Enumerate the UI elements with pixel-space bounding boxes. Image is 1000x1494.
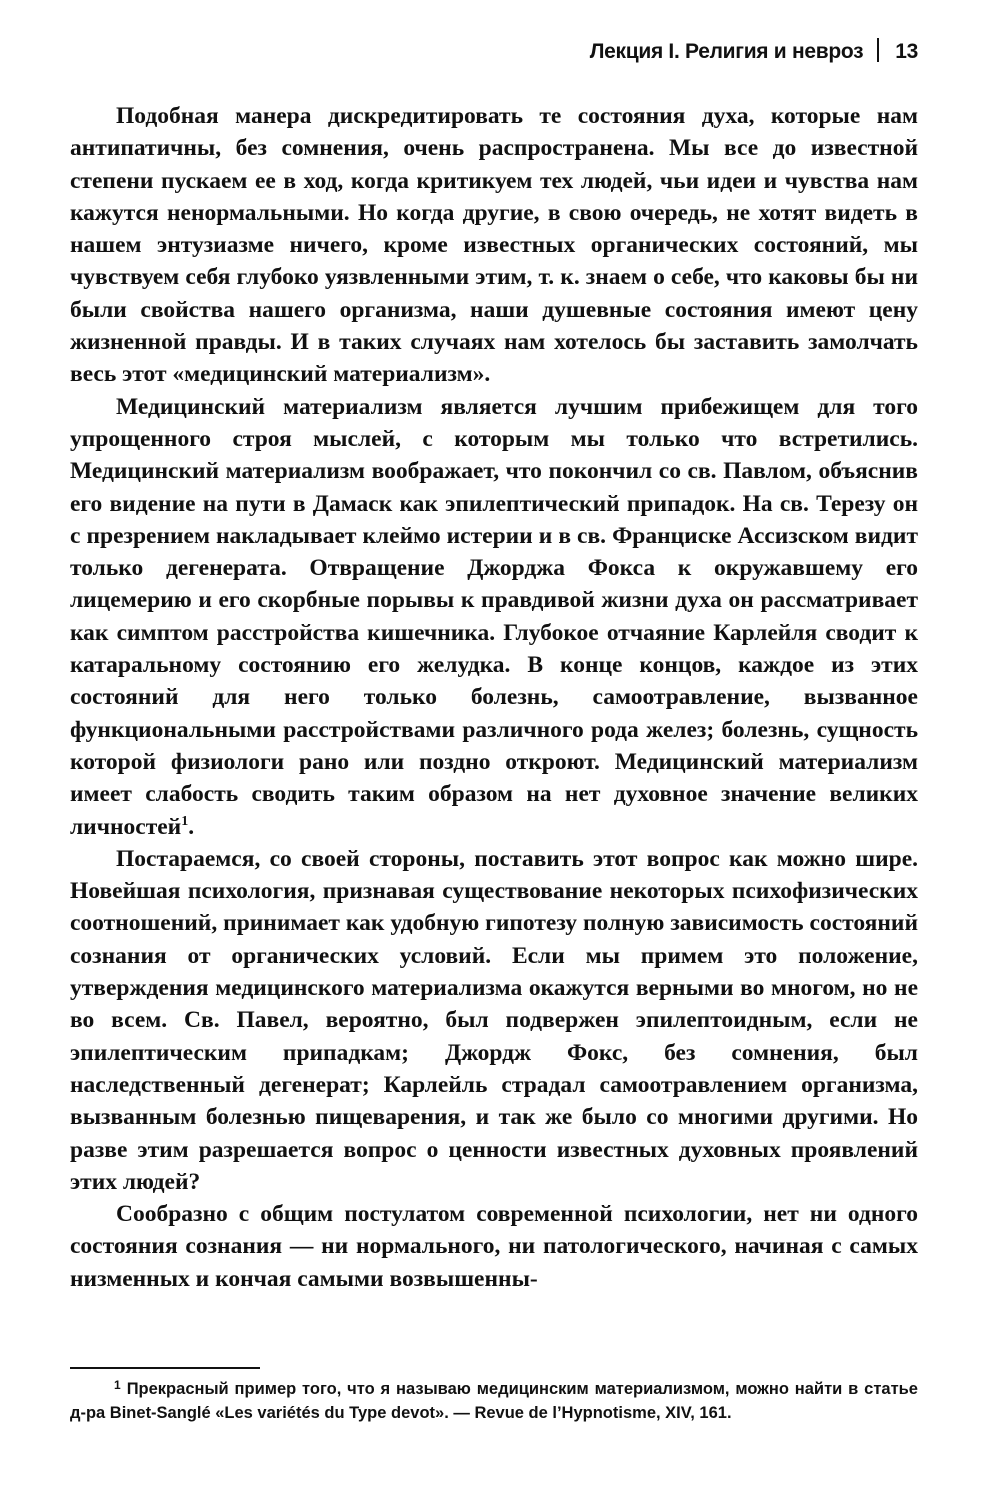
paragraph-3: Постараемся, со своей стороны, поставить этот вопрос как можно шире. Новейшая психология, признавая существование некоторых психофизических соотношений, принимает как удобную гипотезу полную зависимость состояний сознания от органических условий. Если мы примем это положение, утверждения медицинского материализма окажутся верными во многом, но не во всем. Св. Павел, вероятно, был подвержен эпилептоидным, если не эпилептическим припадкам; Джордж Фокс, без сомнения, был наследственный дегенерат; Карлейль страдал самоотравлением организма, вызванным болезнью пищеварения, и так же было со многими другими. Но разве этим разрешается вопрос о ценности известных духовных проявлений этих людей? bbox=[70, 845, 918, 1195]
footnote-reference[interactable]: 1 bbox=[181, 813, 189, 829]
header-separator bbox=[877, 38, 879, 62]
paragraph-4: Сообразно с общим постулатом современной психологии, нет ни одного состояния сознания — ни нормального, ни патологического, начиная с самых низменных и кончая самыми возвышенны- bbox=[70, 1201, 918, 1292]
paragraph-1: Подобная манера дискредитировать те состояния духа, которые нам антипатичны, без сомнения, очень распространена. Мы все до известной степени пускаем ее в ход, когда критикуем тех людей, чьи идеи и чувства нам кажутся ненормальными. Но когда другие, в свою очередь, не хотят видеть в нашем энтузиазме ничего, кроме известных органических состояний, мы чувствуем себя глубоко уязвленными этим, т. к. знаем о себе, что каковы бы ни были свойства нашего организма, наши душевные состояния имеют цену жизненной правды. И в таких случаях нам хотелось бы заставить замолчать весь этот «медицинский материализм». bbox=[70, 103, 918, 388]
footnote-divider bbox=[70, 1367, 260, 1369]
paragraph-2-text: Медицинский материализм является лучшим прибежищем для того упрощенного строя мыслей, с которым мы только что встретились. Медицинский материализм воображает, что покончил со св. Павлом, объяснив его видение на пути в Дамаск как эпилептический припадок. На св. Терезу он с презрением накладывает клеймо истерии и в св. Франциске Ассизском видит только дегенерата. Отвращение Джорджа Фокса к окружавшему его лицемерию и его скорбные порывы к правдивой жизни духа он рассматривает как симптом расстройства кишечника. Глубокое отчаяние Карлейля сводит к катаральному состоянию его желудка. В конце концов, каждое из этих состояний для него только болезнь, самоотравление, вызванное функциональными расстройствами различного рода желез; болезнь, сущность которой физиологи рано или поздно откроют. Медицинский материализм имеет слабость сводить таким образом на нет духовное значение великих личностей bbox=[70, 393, 918, 840]
running-header bbox=[590, 38, 918, 64]
footnote-marker: 1 bbox=[114, 1378, 121, 1392]
main-text bbox=[70, 100, 918, 1295]
page-number: 13 bbox=[895, 40, 918, 63]
footnote-text: Прекрасный пример того, что я называю медицинским материализмом, можно найти в статье д-ра Binet-Sanglé «Les variétés du Type devot». — Revue de l’Hypnotisme, XIV, 161. bbox=[70, 1380, 918, 1422]
paragraph-2 bbox=[70, 391, 918, 843]
paragraph-2-end: . bbox=[188, 813, 195, 840]
running-title: Лекция I. Религия и невроз bbox=[589, 40, 864, 63]
footnote bbox=[70, 1378, 918, 1425]
